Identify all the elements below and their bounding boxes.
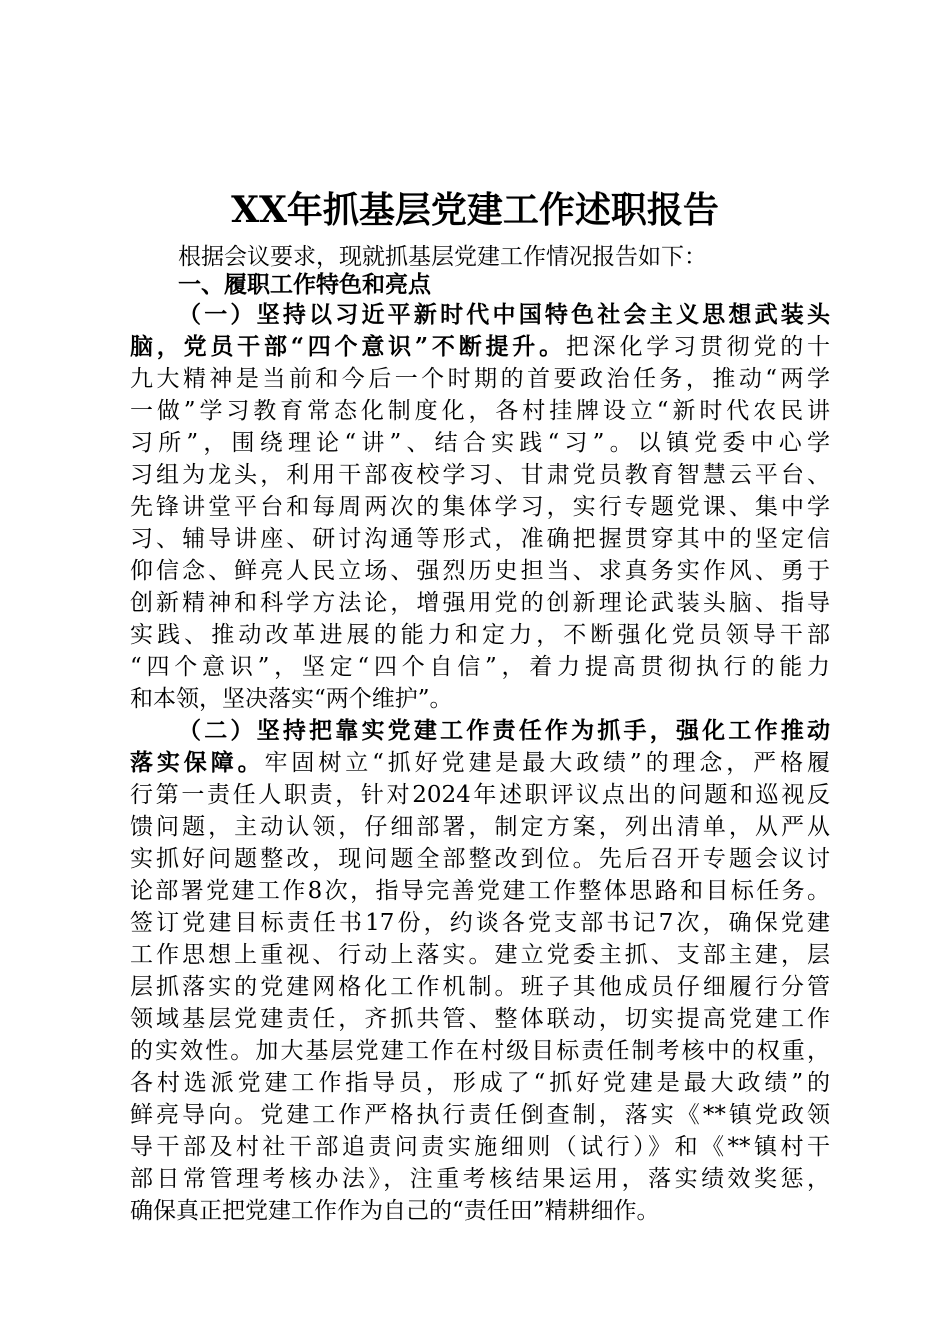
para2-text-line: 工作思想上重视、行动上落实。建立党委主抓、支部主建，层 xyxy=(130,942,830,968)
para1-text-line: 一做”学习教育常态化制度化，各村挂牌设立“新时代农民讲 xyxy=(130,398,830,424)
para2-text-line: 的实效性。加大基层党建工作在村级目标责任制考核中的权重， xyxy=(130,1038,830,1064)
para2-line2 xyxy=(130,746,830,780)
para2-last-line: 确保真正把党建工作作为自己的“责任田”精耕细作。 xyxy=(130,1198,660,1224)
para1-line2-rest: 把深化学习贯彻党的十 xyxy=(565,334,830,360)
section-heading: 一、履职工作特色和亮点 xyxy=(178,271,431,298)
para2-text-line: 部日常管理考核办法》，注重考核结果运用，落实绩效奖惩， xyxy=(130,1166,830,1192)
para1-last-line: 和本领，坚决落实“两个维护”。 xyxy=(130,686,453,712)
para2-text-line: 实抓好问题整改，现问题全部整改到位。先后召开专题会议讨 xyxy=(130,846,830,872)
para1-text-line: 仰信念、鲜亮人民立场、强烈历史担当、求真务实作风、勇于 xyxy=(130,558,830,584)
document-title: XX年抓基层党建工作述职报告 xyxy=(231,189,719,231)
para2-text-line: 鲜亮导向。党建工作严格执行责任倒查制，落实《**镇党政领 xyxy=(130,1102,830,1128)
para1-text-line: 习所”，围绕理论“讲”、结合实践“习”。以镇党委中心学 xyxy=(130,430,830,456)
para2-text-line: 领域基层党建责任，齐抓共管、整体联动，切实提高党建工作 xyxy=(130,1006,830,1032)
para2-heading-line1: （二）坚持把靠实党建工作责任作为抓手，强化工作推动 xyxy=(178,717,830,744)
para2-heading-line2: 落实保障。 xyxy=(130,749,265,776)
para2-text-line: 导干部及村社干部追责问责实施细则（试行）》和《**镇村干 xyxy=(130,1134,830,1160)
para1-text-line: 习组为龙头，利用干部夜校学习、甘肃党员教育智慧云平台、 xyxy=(130,462,830,488)
para1-text-line: “四个意识”，坚定“四个自信”，着力提高贯彻执行的能力 xyxy=(130,654,830,680)
para2-text-line: 行第一责任人职责，针对2024年述职评议点出的问题和巡视反 xyxy=(130,782,830,808)
para2-text-line: 馈问题，主动认领，仔细部署，制定方案，列出清单，从严从 xyxy=(130,814,830,840)
para1-text-line: 习、辅导讲座、研讨沟通等形式，准确把握贯穿其中的坚定信 xyxy=(130,526,830,552)
para2-text-line: 论部署党建工作8次，指导完善党建工作整体思路和目标任务。 xyxy=(130,878,830,904)
para2-line2-rest: 牢固树立“抓好党建是最大政绩”的理念，严格履 xyxy=(264,750,830,776)
para1-heading-line1: （一）坚持以习近平新时代中国特色社会主义思想武装头 xyxy=(178,301,830,328)
para1-text-line: 创新精神和科学方法论，增强用党的创新理论武装头脑、指导 xyxy=(130,590,830,616)
para2-text-line: 各村选派党建工作指导员，形成了“抓好党建是最大政绩”的 xyxy=(130,1070,830,1096)
para1-text-line: 实践、推动改革进展的能力和定力，不断强化党员领导干部 xyxy=(130,622,830,648)
intro-line: 根据会议要求，现就抓基层党建工作情况报告如下： xyxy=(178,244,707,270)
para1-text-line: 先锋讲堂平台和每周两次的集体学习，实行专题党课、集中学 xyxy=(130,494,830,520)
para1-line2 xyxy=(130,330,830,364)
para2-text-line: 签订党建目标责任书17份，约谈各党支部书记7次，确保党建 xyxy=(130,910,830,936)
para1-text-line: 九大精神是当前和今后一个时期的首要政治任务，推动“两学 xyxy=(130,366,830,392)
para2-text-line: 层抓落实的党建网格化工作机制。班子其他成员仔细履行分管 xyxy=(130,974,830,1000)
para1-heading-line2: 脑，党员干部“四个意识”不断提升。 xyxy=(130,333,566,360)
